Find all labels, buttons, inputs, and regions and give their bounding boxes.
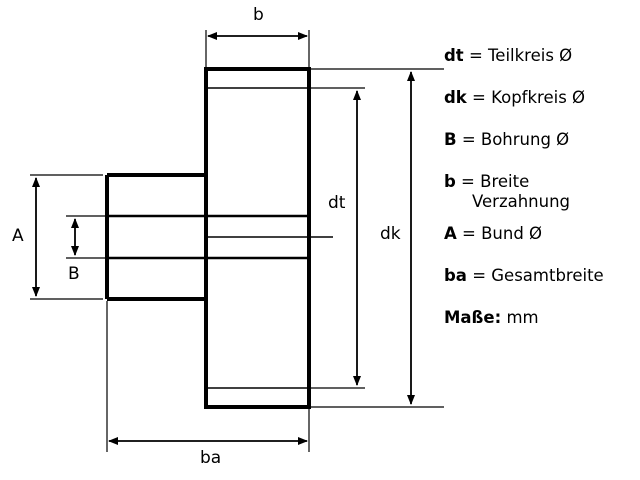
legend-text-b: = Breite xyxy=(455,172,530,191)
legend-item-dt xyxy=(444,46,640,66)
hub-outline xyxy=(107,175,206,299)
legend-item-breite xyxy=(444,172,640,212)
legend-text-A: = Bund Ø xyxy=(456,224,543,243)
dimension-label-ba: ba xyxy=(200,448,222,468)
legend-symbol-A: A xyxy=(444,224,457,243)
gear-body-outline xyxy=(206,69,309,407)
dimension-label-b: b xyxy=(253,5,264,25)
dimension-arrows xyxy=(36,36,411,441)
legend-text-dt: = Teilkreis Ø xyxy=(463,46,573,65)
legend-symbol-b: b xyxy=(444,172,456,191)
legend-text-B: = Bohrung Ø xyxy=(456,130,570,149)
legend-text-ba: = Gesamtbreite xyxy=(466,266,604,285)
legend-symbol-dk: dk xyxy=(444,88,467,107)
dimension-label-dt: dt xyxy=(328,193,346,213)
dimension-label-B: B xyxy=(68,264,80,284)
dimension-label-A: A xyxy=(12,226,24,246)
legend-symbol-masse: Maße: xyxy=(444,308,502,327)
legend-text-masse: mm xyxy=(501,308,539,327)
tooth-root-lines xyxy=(206,88,309,388)
legend xyxy=(444,46,640,350)
legend-item-masse xyxy=(444,308,640,328)
legend-symbol-B: B xyxy=(444,130,457,149)
legend-item-bohrung xyxy=(444,130,640,150)
legend-symbol-ba: ba xyxy=(444,266,467,285)
legend-item-bund xyxy=(444,224,640,244)
dimension-label-dk: dk xyxy=(380,224,401,244)
legend-subtext-verzahnung: Verzahnung xyxy=(472,192,571,211)
legend-text-dk: = Kopfkreis Ø xyxy=(466,88,586,107)
legend-symbol-dt: dt xyxy=(444,46,464,65)
legend-item-gesamtbreite xyxy=(444,266,640,286)
legend-item-dk xyxy=(444,88,640,108)
